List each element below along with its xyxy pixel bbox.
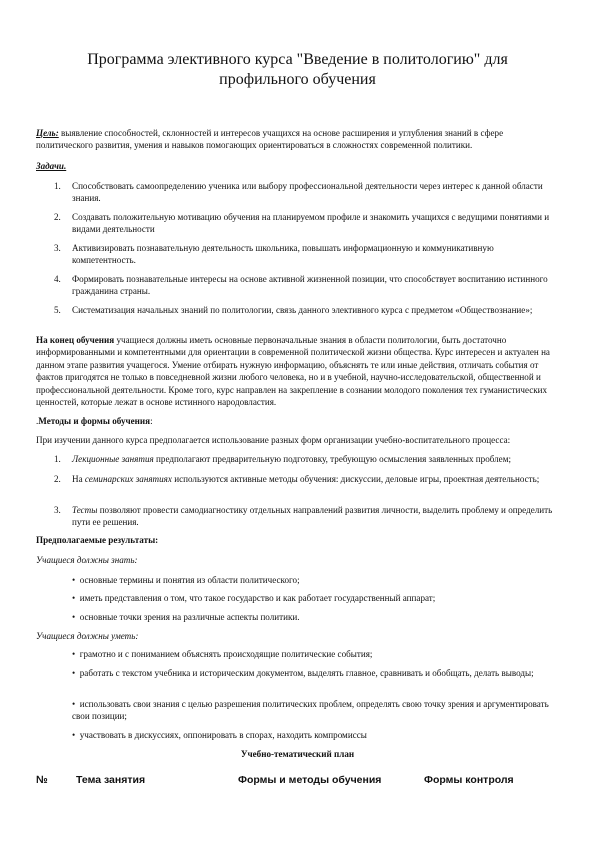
title-line-2: профильного обучения	[219, 71, 376, 88]
end-course-text: учащиеся должны иметь основные первоначальные знания в области политологии, быть достаточно информированными и компетентными для ориентации в современной политической жизни общества. Курс интересен и актуален на данном этапе развития учащегося. Умение отбирать нужную информацию, объяснять те или иные действия, отличать события от фактов пригодятся не только в повседневной жизни любого человека, но и в учебной, научно-исследовательской, общественной и профессиональной деятельности. Кроме того, курс направлен на закрепление в сознании молодого поколения тех гуманистических ценностей, которые лежат в основе истинного народовластия.	[36, 335, 550, 408]
task-number: 3.	[54, 243, 61, 253]
method-lead: Тесты	[72, 505, 98, 515]
table-header-number: №	[36, 774, 48, 786]
table-header-control: Формы контроля	[424, 774, 514, 786]
method-lead: семинарских занятиях	[84, 474, 172, 484]
results-heading: Предполагаемые результаты:	[36, 535, 159, 545]
table-header-methods: Формы и методы обучения	[238, 774, 382, 786]
method-number: 2.	[54, 474, 61, 484]
task-number: 4.	[54, 274, 61, 284]
able-label: Учащиеся должны уметь:	[36, 631, 139, 641]
method-number: 3.	[54, 505, 61, 515]
task-item: Формировать познавательные интересы на основе активной жизненной позиции, что способствует воспитанию истинного гражданина страны.	[72, 274, 548, 297]
able-item-text: грамотно и с пониманием объяснять происходящие политические события;	[79, 649, 373, 659]
able-item: • использовать свои знания с целью разрешения политических проблем, определять свою точку зрения и аргументировать свои позиции;	[72, 699, 549, 722]
end-course-label: На конец обучения	[36, 335, 115, 345]
document-title	[60, 50, 535, 90]
able-item: • грамотно и с пониманием объяснять происходящие политические события;	[72, 649, 373, 659]
task-item: Систематизация начальных знаний по политологии, связь данного элективного курса с предметом «Обществознание»;	[72, 305, 533, 315]
know-item-text: иметь представления о том, что такое государство и как работает государственный аппарат;	[79, 593, 436, 603]
methods-heading-suffix: :	[150, 416, 153, 426]
method-lead: Лекционные занятия	[72, 454, 154, 464]
plan-heading: Учебно-тематический план	[240, 749, 355, 759]
task-number: 1.	[54, 181, 61, 191]
goal-paragraph	[36, 127, 556, 152]
able-item: • участвовать в дискуссиях, оппонировать в спорах, находить компромиссы	[72, 730, 367, 740]
tasks-label: Задачи.	[36, 161, 67, 171]
goal-label: Цель:	[36, 128, 59, 138]
method-number: 1.	[54, 454, 61, 464]
methods-intro: При изучении данного курса предполагается использование разных форм организации учебно-воспитательного процесса:	[36, 435, 511, 445]
method-item	[72, 473, 556, 485]
task-number: 5.	[54, 305, 61, 315]
method-lead-prefix: На	[72, 474, 85, 484]
method-text: предполагают предварительную подготовку, требующую осмысления заявленных проблем;	[153, 454, 511, 464]
know-item: • основные термины и понятия из области политического;	[72, 575, 300, 585]
task-item: Создавать положительную мотивацию обучения на планируемом профиле и знакомить учащихся с ведущими понятиями и видами деятельности	[72, 212, 550, 235]
methods-heading-prefix: .	[36, 416, 39, 426]
method-item	[72, 504, 556, 529]
know-label: Учащиеся должны знать:	[36, 555, 138, 565]
able-item-text: использовать свои знания с целью разрешения политических проблем, определять свою точку зрения и аргументировать свои позиции;	[72, 699, 549, 722]
method-item	[72, 453, 556, 465]
title-line-1: Программа элективного курса "Введение в политологию" для	[87, 51, 508, 68]
method-text: используются активные методы обучения: дискуссии, деловые игры, проектная деятельность;	[171, 474, 540, 484]
table-header-topic: Тема занятия	[76, 774, 146, 786]
method-text: позволяют провести самодиагностику отдельных направлений развития личности, выделить проблему и определить пути ее решения.	[72, 505, 553, 528]
methods-heading-label: Методы и формы обучения	[38, 416, 151, 426]
task-number: 2.	[54, 212, 61, 222]
end-course-paragraph	[36, 334, 556, 408]
know-item-text: основные точки зрения на различные аспекты политики.	[79, 612, 300, 622]
know-item: • иметь представления о том, что такое государство и как работает государственный аппарат;	[72, 593, 436, 603]
able-item-text: работать с текстом учебника и историческим документом, выделять главное, сравнивать и обобщать, делать выводы;	[79, 668, 534, 678]
know-item: • основные точки зрения на различные аспекты политики.	[72, 612, 300, 622]
goal-text: выявление способностей, склонностей и интересов учащихся на основе расширения и углубления знаний в сфере политического развития, умения и навыков помогающих ориентироваться в сложностях современной политики.	[36, 128, 504, 151]
able-item: • работать с текстом учебника и историческим документом, выделять главное, сравнивать и обобщать, делать выводы;	[72, 668, 534, 678]
able-item-text: участвовать в дискуссиях, оппонировать в спорах, находить компромиссы	[79, 730, 367, 740]
know-item-text: основные термины и понятия из области политического;	[79, 575, 300, 585]
task-item: Способствовать самоопределению ученика или выбору профессиональной деятельности через интерес к данной области знания.	[72, 181, 543, 204]
methods-heading	[36, 415, 556, 427]
task-item: Активизировать познавательную деятельность школьника, повышать информационную и коммуникативную компетентность.	[72, 243, 494, 266]
